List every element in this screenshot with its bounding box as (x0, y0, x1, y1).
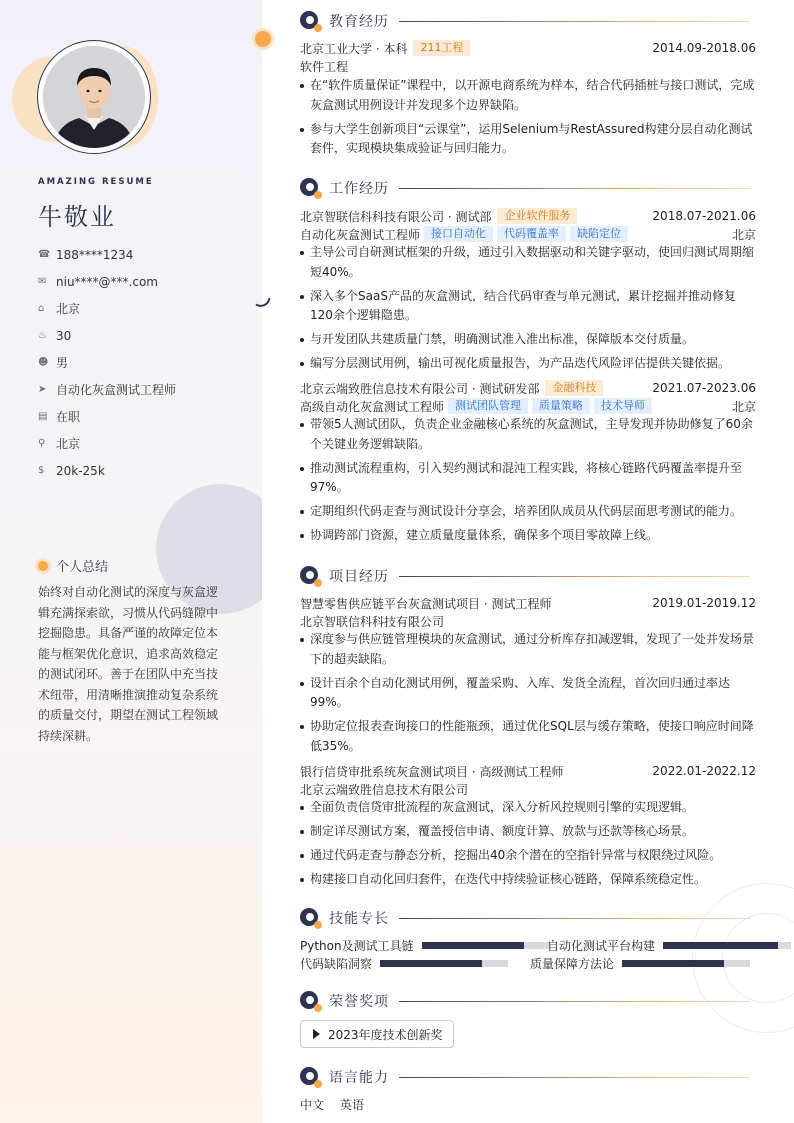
send-icon: ➤ (38, 384, 47, 395)
skill-name: Python及测试工具链 (300, 939, 414, 953)
work-header (300, 207, 756, 225)
salary-icon: $ (38, 465, 45, 476)
list-item: 深入多个SaaS产品的灰盒测试，结合代码审查与单元测试，累计挖掘并推动修复120余个逻辑隐患。 (300, 287, 756, 326)
skill-item (300, 937, 550, 954)
skill-bar (663, 942, 791, 949)
section-title: 荣誉奖项 (329, 994, 389, 1010)
work-role-row (300, 397, 756, 415)
info-value: 自动化灰盒测试工程师 (56, 383, 177, 397)
project-company-row (300, 780, 756, 798)
list-item: 推动测试流程重构，引入契约测试和混沌工程实践，将核心链路代码覆盖率提升至97%。 (300, 459, 756, 498)
section-work (300, 177, 750, 199)
sidebar (0, 0, 262, 1123)
project-company: 北京云端致胜信息技术有限公司 (300, 782, 469, 797)
project-date: 2019.01-2019.12 (652, 596, 756, 610)
summary-text: 始终对自动化测试的深度与灰盒逻辑充满探索欲，习惯从代码缝隙中挖掘隐患。具备严谨的故障定位本能与框架优化意识，追求高效稳定的测试闭环。善于在团队中充当技术纽带，用清晰推演推动复杂系统的质量交付，期望在测试工程领域持续深耕。 (38, 585, 219, 743)
section-icon (300, 178, 320, 198)
skill-item (530, 955, 750, 972)
info-value: 北京 (56, 302, 81, 316)
section-icon (300, 991, 320, 1011)
info-location (38, 430, 176, 457)
info-value: 男 (56, 356, 69, 370)
work-role-row (300, 225, 756, 243)
avatar (43, 46, 145, 148)
info-value: 30 (56, 328, 72, 343)
language-list (300, 1096, 364, 1113)
school-name: 北京工业大学 · 本科 (300, 41, 408, 56)
info-target-role (38, 376, 176, 403)
project-date: 2022.01-2022.12 (652, 764, 756, 778)
award-label: 2023年度技术创新奖 (328, 1027, 443, 1042)
info-gender (38, 349, 176, 376)
info-phone (38, 241, 176, 268)
education-date: 2014.09-2018.06 (652, 41, 756, 55)
skill-bar (622, 960, 750, 967)
info-status (38, 403, 176, 430)
list-item: 协助定位报表查询接口的性能瓶颈，通过优化SQL层与缓存策略，使接口响应时间降低35%。 (300, 717, 756, 756)
skill-tag: 代码覆盖率 (497, 226, 566, 242)
project-title: 智慧零售供应链平台灰盒测试项目 · 测试工程师 (300, 596, 552, 611)
skill-tag: 质量策略 (532, 398, 590, 414)
project-company-row (300, 612, 756, 630)
section-icon (300, 908, 320, 928)
list-item: 定期组织代码走查与测试设计分享会，培养团队成员从代码层面思考测试的能力。 (300, 502, 756, 522)
section-divider (399, 188, 750, 189)
candidate-name: 牛敬业 (38, 203, 116, 231)
list-item: 深度参与供应链管理模块的灰盒测试，通过分析库存扣减逻辑，发现了一处并发场景下的超卖缺陷。 (300, 630, 756, 669)
contact-info (38, 241, 176, 484)
work-bullets (300, 243, 756, 378)
summary-heading (38, 556, 108, 575)
company-name: 北京云端致胜信息技术有限公司 · 测试研发部 (300, 381, 540, 396)
info-hometown (38, 295, 176, 322)
section-icon (300, 1067, 320, 1087)
skill-tag: 缺陷定位 (570, 226, 628, 242)
home-icon: ⌂ (38, 303, 45, 314)
section-awards (300, 990, 750, 1012)
skill-tag: 测试团队管理 (448, 398, 528, 414)
section-title: 工作经历 (329, 181, 389, 197)
section-title: 技能专长 (329, 911, 389, 927)
list-item: 通过代码走查与静态分析，挖掘出40余个潜在的空指针异常与权限绕过风险。 (300, 846, 756, 866)
work-city: 北京 (731, 227, 756, 242)
skill-bar (380, 960, 508, 967)
school-tag: 211工程 (413, 40, 470, 56)
skill-item (300, 955, 508, 972)
info-value: 在职 (56, 410, 81, 424)
work-date: 2021.07-2023.06 (652, 381, 756, 395)
cake-icon: ♨ (38, 330, 47, 341)
info-salary (38, 457, 176, 484)
info-value: niu****@***.com (56, 274, 158, 289)
list-item: 与开发团队共建质量门禁，明确测试准入准出标准，保障版本交付质量。 (300, 330, 756, 350)
decor-dot (255, 31, 271, 47)
info-email (38, 268, 176, 295)
section-icon (300, 11, 320, 31)
section-divider (399, 1001, 750, 1002)
skill-tag: 技术导师 (594, 398, 652, 414)
list-item: 带领5人测试团队，负责企业金融核心系统的灰盒测试，主导发现并协助修复了60余个关键业务逻辑缺陷。 (300, 415, 756, 454)
info-value: 20k-25k (56, 463, 105, 478)
company-name: 北京智联信科科技有限公司 · 测试部 (300, 209, 492, 224)
dot-icon (38, 561, 48, 571)
education-header (300, 39, 756, 57)
section-icon (300, 566, 320, 586)
section-title: 项目经历 (329, 569, 389, 585)
industry-tag: 金融科技 (545, 380, 603, 396)
job-role: 自动化灰盒测试工程师 (300, 227, 421, 242)
project-header (300, 594, 756, 612)
info-value: 188****1234 (56, 247, 134, 262)
section-education (300, 10, 750, 32)
section-divider (399, 1077, 750, 1078)
industry-tag: 企业软件服务 (497, 208, 577, 224)
phone-icon: ☎ (38, 249, 51, 260)
list-item: 参与大学生创新项目“云课堂”，运用Selenium与RestAssured构建分层自动化测试套件，实现模块集成验证与回归能力。 (300, 120, 756, 159)
email-icon: ✉ (38, 276, 47, 287)
skill-bar-fill (622, 960, 724, 967)
list-item: 主导公司自研测试框架的升级，通过引入数据驱动和关键字驱动，使回归测试周期缩短40%。 (300, 243, 756, 282)
section-divider (399, 21, 750, 22)
play-icon (313, 1029, 320, 1039)
work-city: 北京 (731, 399, 756, 414)
section-languages (300, 1066, 750, 1088)
language-item: 中文 (300, 1098, 325, 1112)
skill-bar (422, 942, 550, 949)
briefcase-icon: ▤ (38, 411, 48, 422)
skill-name: 质量保障方法论 (530, 957, 615, 971)
list-item: 协调跨部门资源，建立质量度量体系，确保多个项目零故障上线。 (300, 526, 756, 546)
work-bullets (300, 415, 756, 550)
info-age (38, 322, 176, 349)
skill-item (547, 937, 791, 954)
skill-bar-fill (422, 942, 524, 949)
work-date: 2018.07-2021.06 (652, 209, 756, 223)
section-skills (300, 907, 750, 929)
summary-title: 个人总结 (56, 560, 109, 575)
list-item: 全面负责信贷审批流程的灰盒测试，深入分析风控规则引擎的实现逻辑。 (300, 798, 756, 818)
skill-bar-fill (663, 942, 778, 949)
work-header (300, 379, 756, 397)
project-bullets (300, 798, 756, 894)
list-item: 制定详尽测试方案，覆盖授信申请、额度计算、放款与还款等核心场景。 (300, 822, 756, 842)
section-divider (399, 918, 750, 919)
project-company: 北京智联信科科技有限公司 (300, 614, 445, 629)
section-projects (300, 565, 750, 587)
section-title: 语言能力 (329, 1070, 389, 1086)
section-divider (399, 576, 750, 577)
gender-icon: ☻ (38, 357, 49, 368)
project-header (300, 762, 756, 780)
language-item: 英语 (340, 1098, 365, 1112)
education-bullets (300, 76, 756, 163)
list-item: 构建接口自动化回归套件，在迭代中持续验证核心链路，保障系统稳定性。 (300, 870, 756, 890)
list-item: 设计百余个自动化测试用例，覆盖采购、入库、发货全流程，首次回归通过率达99%。 (300, 674, 756, 713)
project-bullets (300, 630, 756, 761)
skill-name: 代码缺陷洞察 (300, 957, 373, 971)
resume-tagline: AMAZING RESUME (38, 177, 154, 187)
section-title: 教育经历 (329, 14, 389, 30)
job-role: 高级自动化灰盒测试工程师 (300, 399, 445, 414)
skill-tag: 接口自动化 (424, 226, 493, 242)
list-item: 编写分层测试用例，输出可视化质量报告，为产品迭代风险评估提供关键依据。 (300, 354, 756, 374)
skill-bar-fill (380, 960, 482, 967)
info-value: 北京 (56, 437, 81, 451)
major: 软件工程 (300, 59, 349, 74)
skill-name: 自动化测试平台构建 (547, 939, 656, 953)
project-title: 银行信贷审批系统灰盒测试项目 · 高级测试工程师 (300, 764, 564, 779)
education-major-row (300, 57, 756, 75)
location-icon: ⚲ (38, 438, 46, 449)
list-item: 在“软件质量保证”课程中，以开源电商系统为样本，结合代码插桩与接口测试，完成灰盒测试用例设计并发现多个边界缺陷。 (300, 76, 756, 115)
award-item (300, 1020, 454, 1048)
